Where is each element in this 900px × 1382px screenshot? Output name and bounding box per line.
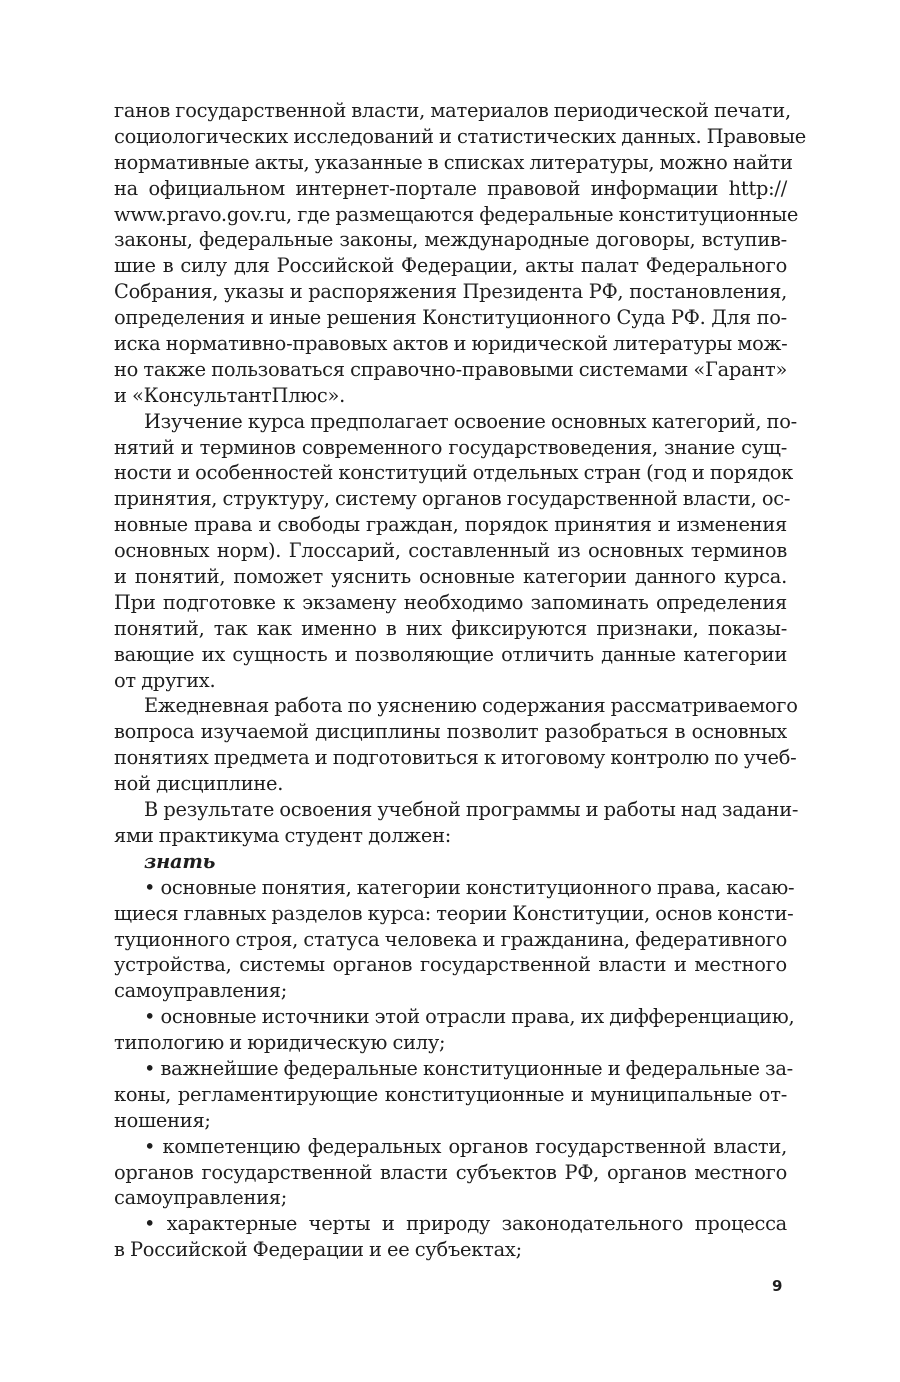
text-line: ной дисциплине. <box>114 772 284 796</box>
text-line: нормативные акты, указанные в списках литературы, можно найти <box>114 150 793 174</box>
page-number: 9 <box>772 1277 783 1295</box>
text-line: новные права и свободы граждан, порядок принятия и изменения <box>114 513 787 537</box>
text-line: вопроса изучаемой дисциплины позволит разобраться в основных <box>114 720 787 744</box>
text-line: коны, регламентирующие конституционные и муниципальные от- <box>114 1082 787 1106</box>
text-line: понятий, так как именно в них фиксируются признаки, показы- <box>114 616 787 640</box>
text-line: органов государственной власти субъектов РФ, органов местного <box>114 1160 787 1184</box>
text-line: самоуправления; <box>114 979 288 1003</box>
text-line: устройства, системы органов государственной власти и местного <box>114 953 787 977</box>
text-line: шие в силу для Российской Федерации, акты палат Федерального <box>114 254 787 278</box>
text-line: ганов государственной власти, материалов периодической печати, <box>114 99 791 122</box>
text-line: принятия, структуру, систему органов государственной власти, ос- <box>114 487 791 511</box>
text-line: www.pravo.gov.ru, где размещаются федеральные конституционные <box>114 202 799 226</box>
text-line: Изучение курса предполагает освоение основных категорий, по- <box>144 409 797 433</box>
text-line: типологию и юридическую силу; <box>114 1031 446 1055</box>
text-line: от других. <box>114 668 216 692</box>
text-line: • основные источники этой отрасли права, их дифференциацию, <box>144 1005 795 1029</box>
text-line: При подготовке к экзамену необходимо запоминать определения <box>114 590 787 614</box>
text-line: основных норм). Глоссарий, составленный из основных терминов <box>114 539 787 563</box>
text-line: ности и особенностей конституций отдельных стран (год и порядок <box>114 461 794 485</box>
text-line: • компетенцию федеральных органов государственной власти, <box>144 1134 787 1158</box>
text-line: Ежедневная работа по уяснению содержания рассматриваемого <box>144 694 798 718</box>
text-line: • основные понятия, категории конституционного права, касаю- <box>144 875 795 899</box>
text-line: понятиях предмета и подготовиться к итоговому контролю по учеб- <box>114 746 797 770</box>
text-line: но также пользоваться справочно-правовыми системами «Гарант» <box>114 357 788 381</box>
text-line: туционного строя, статуса человека и гражданина, федеративного <box>114 927 787 951</box>
text-line: и понятий, поможет уяснить основные категории данного курса. <box>114 565 787 589</box>
text-line: нятий и терминов современного государствоведения, знание сущ- <box>114 435 787 459</box>
text-line: Собрания, указы и распоряжения Президента РФ, постановления, <box>114 280 787 304</box>
text-line: определения и иные решения Конституционного Суда РФ. Для по- <box>114 306 787 330</box>
page-body-text <box>114 98 806 1263</box>
text-line: самоуправления; <box>114 1186 288 1210</box>
text-line: социологических исследований и статистических данных. Правовые <box>114 124 806 148</box>
text-line: В результате освоения учебной программы и работы над задани- <box>144 798 799 822</box>
text-line: • характерные черты и природу законодательного процесса <box>144 1212 787 1236</box>
text-line: ями практикума студент должен: <box>114 823 452 847</box>
text-line: и «КонсультантПлюс». <box>114 383 346 407</box>
text-line: вающие их сущность и позволяющие отличить данные категории <box>114 642 787 666</box>
subheading: знать <box>144 849 216 873</box>
text-line: законы, федеральные законы, международные договоры, вступив- <box>114 228 787 252</box>
text-line: на официальном интернет-портале правовой информации http:// <box>114 176 787 200</box>
text-line: щиеся главных разделов курса: теории Конституции, основ консти- <box>114 901 794 925</box>
text-line: иска нормативно-правовых актов и юридической литературы мож- <box>114 332 788 356</box>
text-line: ношения; <box>114 1108 211 1132</box>
text-line: • важнейшие федеральные конституционные и федеральные за- <box>144 1056 793 1080</box>
text-line: в Российской Федерации и ее субъектах; <box>114 1238 522 1262</box>
